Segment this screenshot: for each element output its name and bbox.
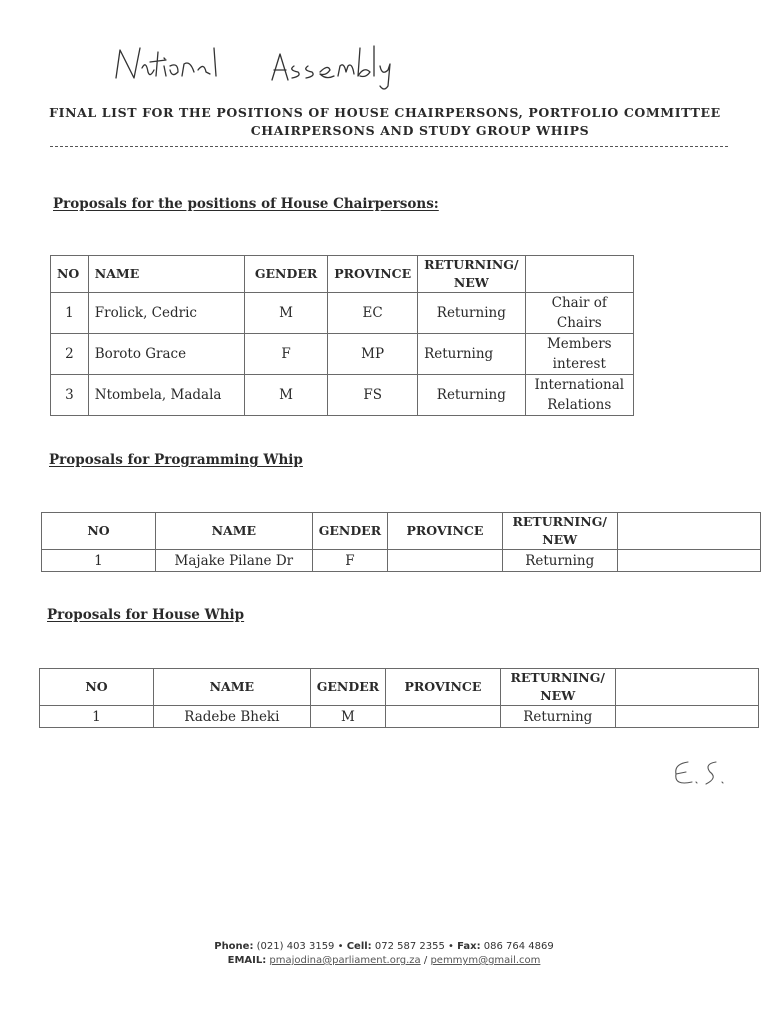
initials-mark [666,752,736,792]
column-header-returning-line1: RETURNING/ [424,257,519,272]
cell-role [525,334,633,375]
handwritten-signature [112,42,402,92]
column-header-gender: GENDER [244,256,327,293]
handwritten-header [112,42,402,92]
table-row [42,550,761,572]
cell-role [525,375,633,416]
cell-name: Majake Pilane Dr [155,550,312,572]
column-header-returning [502,513,617,550]
section-heading-house-whip: Proposals for House Whip [47,607,245,623]
title-line-1: FINAL LIST FOR THE POSITIONS OF HOUSE CHAIRPERSONS, PORTFOLIO COMMITTEE [49,105,721,120]
cell-returning: Returning [502,550,617,572]
column-header-returning [418,256,525,293]
house-whip-table [39,668,759,728]
table-row [51,375,634,416]
title-divider [50,146,728,147]
footer-contact [0,940,768,968]
cell-no: 2 [51,334,89,375]
cell-gender: M [244,293,327,334]
email-separator: / [423,955,428,966]
footer-email-line [0,954,768,968]
cell-role-line1: International [534,377,625,393]
cell-role-line1: Members [546,336,612,352]
cell-role [525,293,633,334]
cell-gender: F [244,334,327,375]
column-header-no: NO [42,513,156,550]
column-header-returning-line1: RETURNING/ [510,670,605,685]
email-link-2[interactable]: pemmym@gmail.com [430,955,541,966]
document-title [40,104,730,140]
cell-role-line2: interest [552,356,606,372]
phone-value: (021) 403 3159 [256,941,335,952]
cell-returning: Returning [418,334,525,375]
cell-extra [617,550,760,572]
table-row [51,293,634,334]
cell-province [386,706,501,728]
section-heading-house-chairpersons: Proposals for the positions of House Chairpersons: [53,196,439,212]
column-header-name: NAME [88,256,244,293]
cell-gender: M [244,375,327,416]
cell-extra [615,706,758,728]
fax-value: 086 764 4869 [483,941,554,952]
column-header-gender: GENDER [312,513,387,550]
column-header-name: NAME [153,669,310,706]
column-header-no: NO [40,669,154,706]
column-header-role [525,256,633,293]
table-header-row [51,256,634,293]
column-header-returning [500,669,615,706]
cell-returning: Returning [500,706,615,728]
column-header-no: NO [51,256,89,293]
column-header-province: PROVINCE [386,669,501,706]
cell-gender: M [310,706,385,728]
cell-name: Boroto Grace [88,334,244,375]
table-row [51,334,634,375]
email-link-1[interactable]: pmajodina@parliament.org.za [269,955,421,966]
cell-returning: Returning [418,293,525,334]
cell-no: 1 [40,706,154,728]
cell-province: EC [328,293,418,334]
cell-role-line2: Chairs [556,315,602,331]
footer-phone-line: Phone: (021) 403 3159 • Cell: 072 587 2355 • Fax: 086 764 4869 [214,941,554,952]
column-header-extra [617,513,760,550]
email-label: EMAIL: [227,955,267,966]
cell-province: MP [328,334,418,375]
column-header-returning-line2: NEW [540,688,576,703]
cell-no: 1 [42,550,156,572]
column-header-returning-line1: RETURNING/ [512,514,607,529]
cell-role-line2: Relations [547,397,612,413]
column-header-gender: GENDER [310,669,385,706]
cell-name: Ntombela, Madala [88,375,244,416]
column-header-name: NAME [155,513,312,550]
handwritten-initials [666,752,736,792]
column-header-returning-line2: NEW [453,275,489,290]
cell-province [388,550,503,572]
column-header-province: PROVINCE [328,256,418,293]
section-heading-programming-whip: Proposals for Programming Whip [49,452,303,468]
cell-role-line1: Chair of [551,295,607,311]
cell-no: 3 [51,375,89,416]
cell-name: Radebe Bheki [153,706,310,728]
cell-province: FS [328,375,418,416]
house-chairpersons-table [50,255,634,416]
fax-label: Fax: [457,941,481,952]
title-line-2: CHAIRPERSONS AND STUDY GROUP WHIPS [250,123,590,138]
cell-no: 1 [51,293,89,334]
cell-name: Frolick, Cedric [88,293,244,334]
column-header-returning-line2: NEW [542,532,578,547]
cell-value: 072 587 2355 [374,941,445,952]
table-header-row [40,669,759,706]
table-row [40,706,759,728]
programming-whip-table [41,512,761,572]
phone-label: Phone: [214,941,254,952]
cell-label: Cell: [346,941,372,952]
table-header-row [42,513,761,550]
cell-returning: Returning [418,375,525,416]
cell-gender: F [312,550,387,572]
column-header-extra [615,669,758,706]
column-header-province: PROVINCE [388,513,503,550]
